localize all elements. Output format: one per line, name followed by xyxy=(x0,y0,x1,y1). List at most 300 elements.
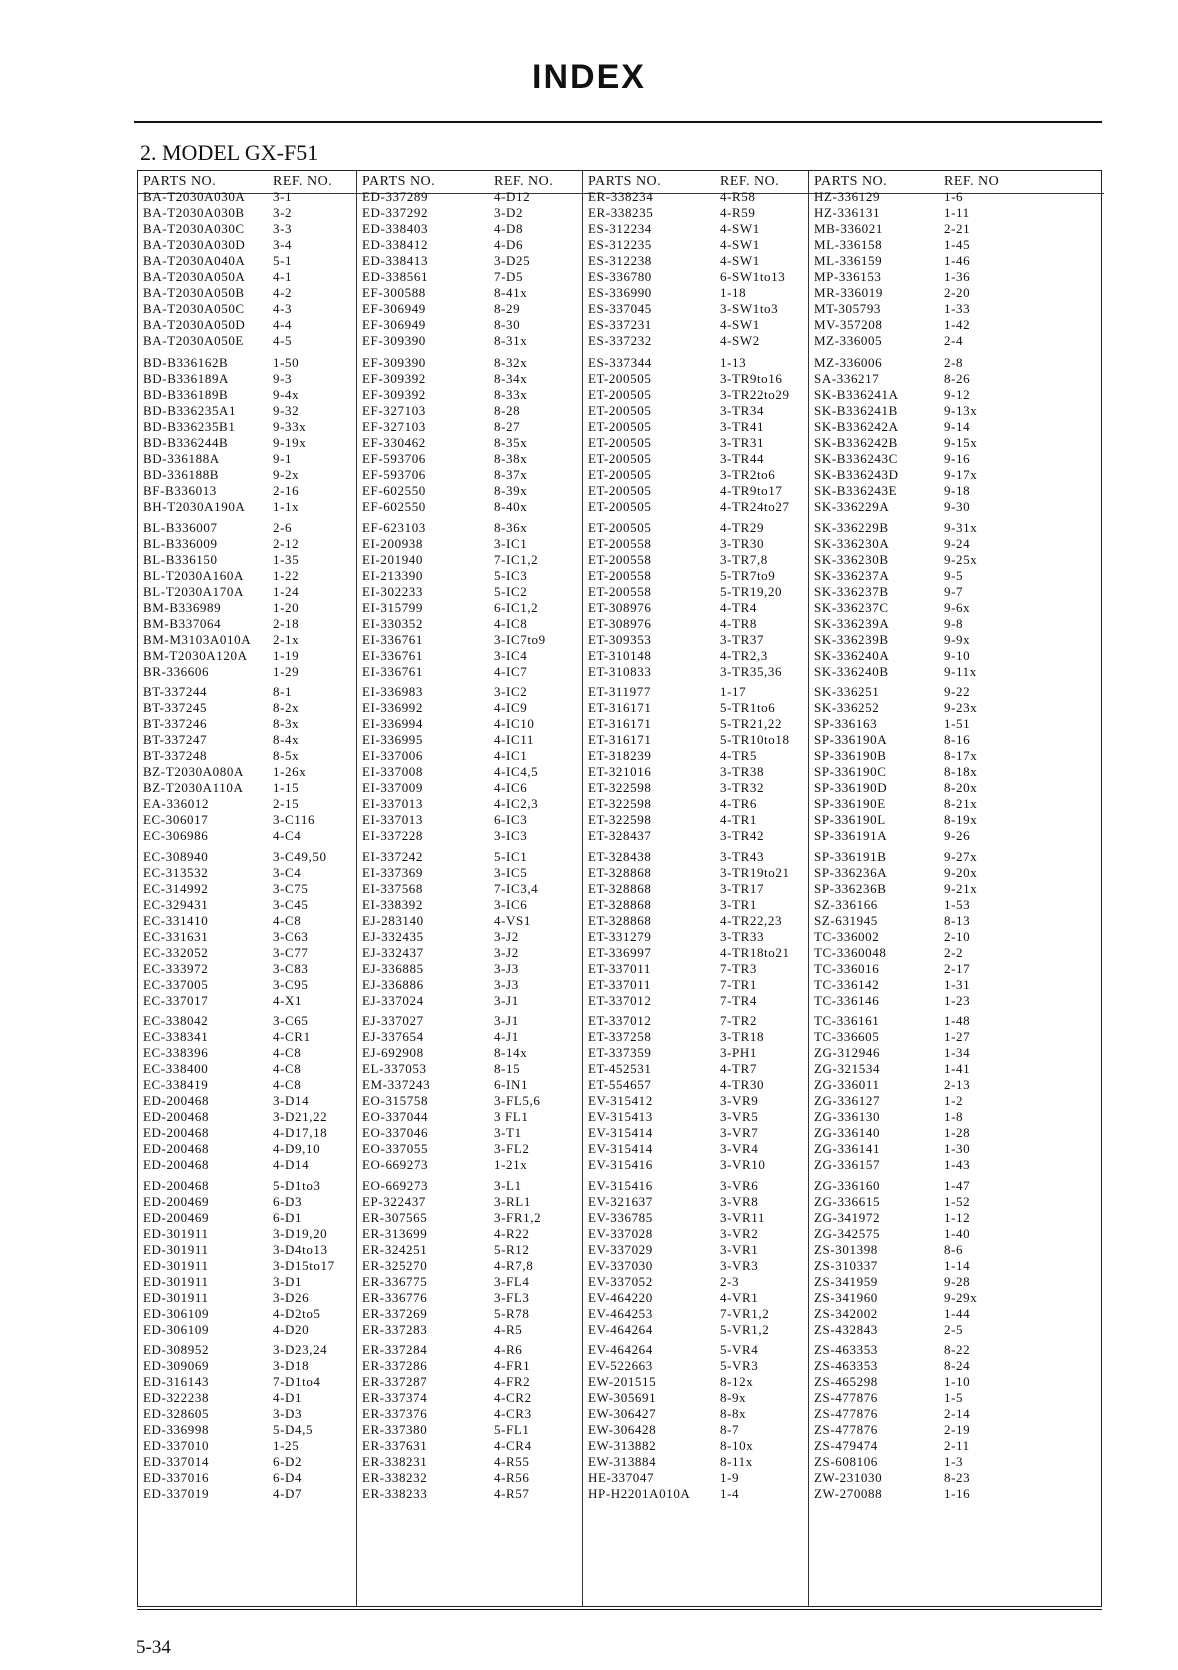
ref-no: 5-VR1,2 xyxy=(720,1322,770,1337)
parts-no: SK-B336242A xyxy=(814,419,899,434)
ref-no: 4-D8 xyxy=(494,221,524,236)
table-row xyxy=(357,568,583,584)
parts-no: SK-B336243C xyxy=(814,451,898,466)
parts-no: ET-318239 xyxy=(588,748,652,763)
table-row xyxy=(138,1045,356,1061)
table-row xyxy=(357,552,583,568)
table-row xyxy=(357,1274,583,1290)
parts-no: EJ-337024 xyxy=(362,993,424,1008)
parts-no: ET-336997 xyxy=(588,945,652,960)
table-row xyxy=(809,748,1104,764)
parts-no: BT-337246 xyxy=(143,716,208,731)
table-row xyxy=(357,1486,583,1502)
parts-no: EJ-332437 xyxy=(362,945,424,960)
table-row xyxy=(809,913,1104,929)
ref-no: 2-3 xyxy=(720,1274,740,1289)
parts-no: BA-T2030A050E xyxy=(143,333,244,348)
parts-no: ED-316143 xyxy=(143,1374,210,1389)
ref-no: 1-6 xyxy=(944,189,964,204)
ref-no: 4-D6 xyxy=(494,237,524,252)
table-row xyxy=(138,419,356,435)
ref-no: 3-C63 xyxy=(273,929,309,944)
parts-no: ZS-477876 xyxy=(814,1390,878,1405)
ref-no: 8-36x xyxy=(494,520,528,535)
ref-no: 1-19 xyxy=(273,648,300,663)
ref-no-header: REF. NO xyxy=(944,174,1000,189)
ref-no: 4-D7 xyxy=(273,1486,303,1501)
table-row xyxy=(809,1406,1104,1422)
ref-no: 5-VR4 xyxy=(720,1342,759,1357)
table-row xyxy=(138,812,356,828)
parts-no: EV-321637 xyxy=(588,1194,653,1209)
table-row xyxy=(357,1258,583,1274)
parts-no: BA-T2030A050C xyxy=(143,301,245,316)
parts-no: ED-337019 xyxy=(143,1486,210,1501)
table-row xyxy=(357,929,583,945)
ref-no: 3-C116 xyxy=(273,812,316,827)
ref-no: 4-R6 xyxy=(494,1342,523,1357)
ref-no: 3-C65 xyxy=(273,1013,309,1028)
table-row xyxy=(809,1258,1104,1274)
table-row xyxy=(809,371,1104,387)
ref-no: 5-TR19,20 xyxy=(720,584,783,599)
table-row xyxy=(583,467,809,483)
parts-no: SK-336240B xyxy=(814,664,889,679)
parts-no: ET-200505 xyxy=(588,403,652,418)
row-group xyxy=(583,849,809,1009)
ref-no: 3-D3 xyxy=(273,1406,303,1421)
parts-no: ET-200505 xyxy=(588,419,652,434)
parts-no: EC-337005 xyxy=(143,977,209,992)
parts-no: EJ-336885 xyxy=(362,961,424,976)
ref-no: 7-D1to4 xyxy=(273,1374,321,1389)
parts-no: ET-200558 xyxy=(588,536,652,551)
table-row xyxy=(138,764,356,780)
table-row xyxy=(583,435,809,451)
ref-no: 4-IC8 xyxy=(494,616,528,631)
parts-no: ED-200468 xyxy=(143,1093,210,1108)
table-row xyxy=(583,520,809,536)
parts-no: SK-336229A xyxy=(814,499,890,514)
table-row xyxy=(138,552,356,568)
parts-no: MZ-336006 xyxy=(814,355,883,370)
ref-no: 8-6 xyxy=(944,1242,964,1257)
ref-no: 4-C8 xyxy=(273,1061,302,1076)
table-row xyxy=(809,403,1104,419)
table-row xyxy=(583,1290,809,1306)
ref-no-header: REF. NO. xyxy=(273,174,333,189)
ref-no: 8-30 xyxy=(494,317,521,332)
table-row xyxy=(809,467,1104,483)
ref-no: 2-17 xyxy=(944,961,971,976)
table-row xyxy=(583,189,809,205)
parts-no: BL-T2030A170A xyxy=(143,584,244,599)
table-row xyxy=(583,993,809,1009)
parts-no: BM-M3103A010A xyxy=(143,632,252,647)
table-row xyxy=(583,1077,809,1093)
parts-no: ES-337231 xyxy=(588,317,652,332)
ref-no: 2-13 xyxy=(944,1077,971,1092)
parts-no: TC-3360048 xyxy=(814,945,887,960)
row-group xyxy=(138,355,356,515)
ref-no: 5-TR10to18 xyxy=(720,732,790,747)
ref-no: 1-15 xyxy=(273,780,300,795)
ref-no: 9-5 xyxy=(944,568,964,583)
parts-no: ZS-341960 xyxy=(814,1290,878,1305)
parts-no: ZS-463353 xyxy=(814,1358,878,1373)
parts-no: EV-315416 xyxy=(588,1157,653,1172)
table-row xyxy=(138,1029,356,1045)
table-row xyxy=(809,355,1104,371)
table-row xyxy=(357,632,583,648)
ref-no: 1-25 xyxy=(273,1438,300,1453)
ref-no: 3-T1 xyxy=(494,1125,522,1140)
table-row xyxy=(138,1258,356,1274)
table-row xyxy=(138,403,356,419)
table-row xyxy=(583,1306,809,1322)
table-row xyxy=(138,1322,356,1338)
table-row xyxy=(583,1226,809,1242)
table-row xyxy=(138,221,356,237)
table-row xyxy=(583,929,809,945)
ref-no: 3-D1 xyxy=(273,1274,303,1289)
parts-no: SK-336230A xyxy=(814,536,890,551)
parts-no: TC-336161 xyxy=(814,1013,880,1028)
ref-no: 1-50 xyxy=(273,355,300,370)
ref-no: 5-R12 xyxy=(494,1242,530,1257)
parts-no: ED-322238 xyxy=(143,1390,210,1405)
table-row xyxy=(583,1438,809,1454)
table-row xyxy=(138,796,356,812)
ref-no: 6-D2 xyxy=(273,1454,303,1469)
ref-no: 1-33 xyxy=(944,301,971,316)
ref-no: 9-4x xyxy=(273,387,300,402)
ref-no: 4-IC2,3 xyxy=(494,796,539,811)
parts-no: MR-336019 xyxy=(814,285,883,300)
ref-no-header: REF. NO. xyxy=(720,174,780,189)
ref-no: 2-21 xyxy=(944,221,971,236)
ref-no: 4-TR2,3 xyxy=(720,648,768,663)
table-row xyxy=(809,1141,1104,1157)
parts-no: EF-602550 xyxy=(362,499,426,514)
ref-no: 8-15 xyxy=(494,1061,521,1076)
parts-no: ZG-336157 xyxy=(814,1157,881,1172)
table-row xyxy=(809,1390,1104,1406)
parts-no: ED-328605 xyxy=(143,1406,210,1421)
table-row xyxy=(809,435,1104,451)
table-row xyxy=(357,221,583,237)
row-group xyxy=(809,520,1104,680)
ref-no: 8-41x xyxy=(494,285,528,300)
table-row xyxy=(809,333,1104,349)
ref-no: 1-42 xyxy=(944,317,971,332)
table-row xyxy=(138,632,356,648)
ref-no: 3-D21,22 xyxy=(273,1109,328,1124)
table-row xyxy=(583,764,809,780)
parts-no: ED-200468 xyxy=(143,1141,210,1156)
parts-no: EO-337044 xyxy=(362,1109,429,1124)
ref-no: 3-C4 xyxy=(273,865,302,880)
parts-no: ET-308976 xyxy=(588,616,652,631)
parts-no: EF-309390 xyxy=(362,355,426,370)
ref-no: 4-TR30 xyxy=(720,1077,765,1092)
ref-no: 7-TR4 xyxy=(720,993,757,1008)
ref-no: 3-VR7 xyxy=(720,1125,759,1140)
table-row xyxy=(357,1061,583,1077)
parts-no: ES-337344 xyxy=(588,355,652,370)
table-row xyxy=(809,1226,1104,1242)
parts-no: SP-336190D xyxy=(814,780,888,795)
parts-no: EI-338392 xyxy=(362,897,423,912)
parts-no: BD-336188A xyxy=(143,451,220,466)
parts-no: SA-336217 xyxy=(814,371,880,386)
parts-no: TC-336016 xyxy=(814,961,880,976)
parts-no: ZW-270088 xyxy=(814,1486,883,1501)
table-row xyxy=(583,716,809,732)
parts-no: ET-337012 xyxy=(588,1013,652,1028)
parts-no: BM-T2030A120A xyxy=(143,648,248,663)
parts-no: HE-337047 xyxy=(588,1470,655,1485)
table-row xyxy=(809,221,1104,237)
table-row xyxy=(138,913,356,929)
parts-no: EJ-283140 xyxy=(362,913,424,928)
table-row xyxy=(357,1045,583,1061)
parts-no: ER-337380 xyxy=(362,1422,428,1437)
ref-no: 5-VR3 xyxy=(720,1358,759,1373)
ref-no: 3-FL2 xyxy=(494,1141,530,1156)
ref-no: 8-32x xyxy=(494,355,528,370)
ref-no: 2-16 xyxy=(273,483,300,498)
ref-no: 4-C8 xyxy=(273,913,302,928)
parts-no: EV-337052 xyxy=(588,1274,653,1289)
row-group xyxy=(138,1178,356,1338)
ref-no: 9-13x xyxy=(944,403,978,418)
ref-no: 1-16 xyxy=(944,1486,971,1501)
parts-no: BA-T2030A050D xyxy=(143,317,246,332)
page-title: INDEX xyxy=(532,58,646,96)
parts-no: TC-336146 xyxy=(814,993,880,1008)
table-row xyxy=(357,1141,583,1157)
ref-no: 4-SW1 xyxy=(720,237,760,252)
ref-no: 6-D4 xyxy=(273,1470,303,1485)
parts-no-header: PARTS NO. xyxy=(143,174,217,189)
ref-no: 2-8 xyxy=(944,355,964,370)
parts-no: ED-200468 xyxy=(143,1125,210,1140)
parts-no: ED-337016 xyxy=(143,1470,210,1485)
table-row xyxy=(357,796,583,812)
ref-no: 4-VS1 xyxy=(494,913,531,928)
parts-no: SP-336190C xyxy=(814,764,887,779)
ref-no: 3-TR34 xyxy=(720,403,765,418)
table-row xyxy=(138,584,356,600)
ref-no: 1-26x xyxy=(273,764,307,779)
ref-no: 4-SW1 xyxy=(720,221,760,236)
table-row xyxy=(138,684,356,700)
ref-no: 9-2x xyxy=(273,467,300,482)
ref-no: 5-IC1 xyxy=(494,849,528,864)
table-row xyxy=(583,317,809,333)
parts-no: BT-337248 xyxy=(143,748,208,763)
page-number: 5-34 xyxy=(136,1637,171,1658)
ref-no: 2-10 xyxy=(944,929,971,944)
ref-no: 9-12 xyxy=(944,387,971,402)
table-row xyxy=(809,1157,1104,1173)
row-group xyxy=(583,355,809,515)
table-row xyxy=(138,520,356,536)
table-row xyxy=(583,1390,809,1406)
table-row xyxy=(138,1486,356,1502)
table-row xyxy=(138,1077,356,1093)
parts-no: BD-B336235A1 xyxy=(143,403,237,418)
table-row xyxy=(138,1342,356,1358)
parts-no: ET-322598 xyxy=(588,812,652,827)
parts-no: EV-315413 xyxy=(588,1109,653,1124)
parts-no: SP-336190L xyxy=(814,812,886,827)
table-row xyxy=(583,1125,809,1141)
parts-no: EC-308940 xyxy=(143,849,209,864)
ref-no: 7-TR2 xyxy=(720,1013,757,1028)
table-row xyxy=(809,961,1104,977)
parts-no: SK-B336243E xyxy=(814,483,898,498)
parts-no: EO-669273 xyxy=(362,1157,429,1172)
ref-no: 7-TR3 xyxy=(720,961,757,976)
ref-no: 3-2 xyxy=(273,205,293,220)
ref-no: 9-30 xyxy=(944,499,971,514)
parts-no: SP-336190A xyxy=(814,732,888,747)
table-row xyxy=(809,764,1104,780)
ref-no: 4-FR2 xyxy=(494,1374,531,1389)
parts-no: ZS-310337 xyxy=(814,1258,878,1273)
parts-no: ER-337269 xyxy=(362,1306,428,1321)
ref-no: 3-D26 xyxy=(273,1290,310,1305)
table-row xyxy=(138,285,356,301)
table-row xyxy=(583,632,809,648)
parts-no: SK-B336242B xyxy=(814,435,898,450)
table-row xyxy=(357,1374,583,1390)
ref-no: 3-IC1 xyxy=(494,536,528,551)
table-row xyxy=(583,616,809,632)
table-row xyxy=(809,1306,1104,1322)
parts-no: ES-337232 xyxy=(588,333,652,348)
table-row xyxy=(583,732,809,748)
table-row xyxy=(809,1454,1104,1470)
parts-no: EV-464253 xyxy=(588,1306,653,1321)
ref-no: 1-17 xyxy=(720,684,747,699)
parts-no: EV-464220 xyxy=(588,1290,653,1305)
parts-no: ZG-336140 xyxy=(814,1125,881,1140)
table-row xyxy=(357,1242,583,1258)
table-row xyxy=(583,812,809,828)
parts-no: ET-337258 xyxy=(588,1029,652,1044)
table-row xyxy=(583,1061,809,1077)
ref-no: 8-8x xyxy=(720,1406,747,1421)
table-row xyxy=(357,897,583,913)
parts-no: ET-309353 xyxy=(588,632,652,647)
ref-no: 1-24 xyxy=(273,584,300,599)
table-row xyxy=(138,664,356,680)
ref-no: 1-23 xyxy=(944,993,971,1008)
table-row xyxy=(809,1274,1104,1290)
parts-no: ET-328437 xyxy=(588,828,652,843)
table-row xyxy=(583,881,809,897)
ref-no: 8-21x xyxy=(944,796,978,811)
ref-no: 3-IC3 xyxy=(494,828,528,843)
table-row xyxy=(583,780,809,796)
ref-no: 4-TR1 xyxy=(720,812,757,827)
ref-no: 1-21x xyxy=(494,1157,528,1172)
table-row xyxy=(357,301,583,317)
parts-no: EO-315758 xyxy=(362,1093,429,1108)
table-row xyxy=(138,1210,356,1226)
ref-no: 3-VR3 xyxy=(720,1258,759,1273)
table-row xyxy=(809,849,1104,865)
ref-no: 3-FR1,2 xyxy=(494,1210,542,1225)
ref-no: 4-D17,18 xyxy=(273,1125,328,1140)
parts-no: SK-B336241A xyxy=(814,387,899,402)
parts-no: EF-300588 xyxy=(362,285,426,300)
ref-no: 3-J1 xyxy=(494,993,519,1008)
parts-no: EF-309392 xyxy=(362,371,426,386)
ref-no: 4-IC6 xyxy=(494,780,528,795)
parts-no: BZ-T2030A080A xyxy=(143,764,244,779)
ref-no: 5-IC3 xyxy=(494,568,528,583)
table-row xyxy=(809,269,1104,285)
ref-no: 9-29x xyxy=(944,1290,978,1305)
parts-no: BH-T2030A190A xyxy=(143,499,246,514)
table-row xyxy=(138,1438,356,1454)
table-row xyxy=(138,536,356,552)
table-row xyxy=(809,684,1104,700)
parts-no: EC-332052 xyxy=(143,945,209,960)
ref-no: 9-33x xyxy=(273,419,307,434)
table-row xyxy=(583,1029,809,1045)
ref-no: 4-4 xyxy=(273,317,293,332)
ref-no: 4-SW2 xyxy=(720,333,760,348)
parts-no: ET-316171 xyxy=(588,732,652,747)
ref-no: 4-IC7 xyxy=(494,664,528,679)
table-row xyxy=(583,237,809,253)
ref-no: 8-12x xyxy=(720,1374,754,1389)
ref-no: 8-19x xyxy=(944,812,978,827)
ref-no: 3-C49,50 xyxy=(273,849,327,864)
ref-no: 2-11 xyxy=(944,1438,970,1453)
table-row xyxy=(357,1358,583,1374)
table-row xyxy=(138,865,356,881)
row-group xyxy=(583,684,809,844)
parts-no: ZS-479474 xyxy=(814,1438,878,1453)
parts-no-header: PARTS NO. xyxy=(814,174,888,189)
ref-no: 8-5x xyxy=(273,748,300,763)
table-row xyxy=(583,1178,809,1194)
parts-no: EV-315412 xyxy=(588,1093,653,1108)
ref-no: 8-27 xyxy=(494,419,521,434)
ref-no: 1-1x xyxy=(273,499,300,514)
table-row xyxy=(809,1290,1104,1306)
ref-no: 3-IC4 xyxy=(494,648,528,663)
ref-no: 8-28 xyxy=(494,403,521,418)
ref-no: 4-R7,8 xyxy=(494,1258,534,1273)
parts-no: ES-336780 xyxy=(588,269,652,284)
table-row xyxy=(357,1454,583,1470)
table-row xyxy=(138,1194,356,1210)
ref-no: 1-48 xyxy=(944,1013,971,1028)
table-row xyxy=(809,568,1104,584)
ref-no: 4-CR4 xyxy=(494,1438,532,1453)
table-row xyxy=(357,993,583,1009)
ref-no: 1-10 xyxy=(944,1374,971,1389)
ref-no: 2-4 xyxy=(944,333,964,348)
row-group xyxy=(138,684,356,844)
